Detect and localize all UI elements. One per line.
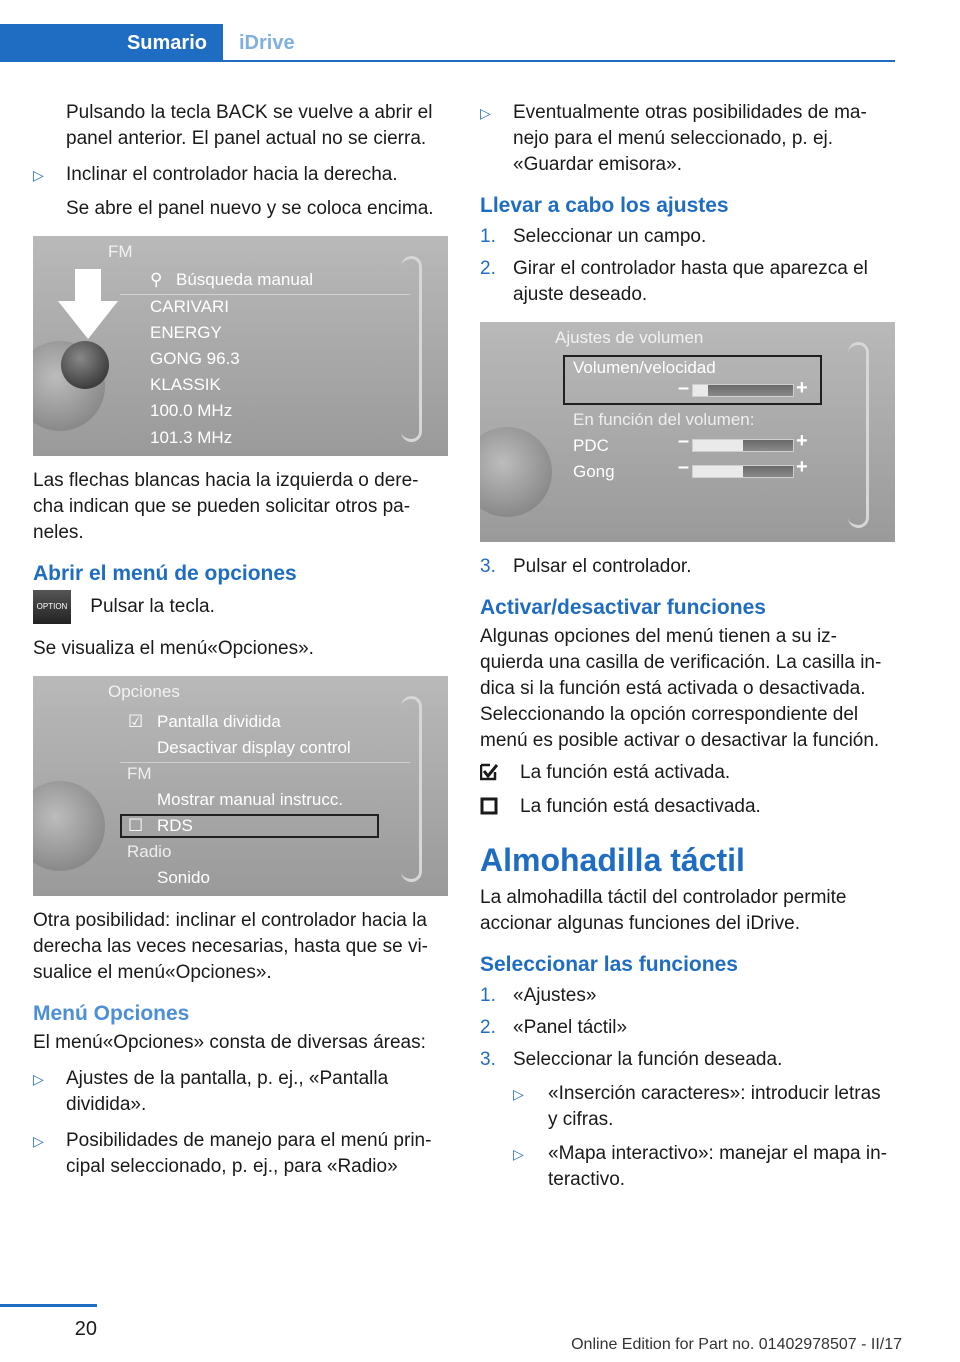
list-item bbox=[33, 1066, 448, 1118]
step-number: 2. bbox=[480, 1017, 496, 1038]
step-number: 3. bbox=[480, 1049, 496, 1070]
footer-rule bbox=[0, 1304, 97, 1307]
paragraph-arrows: Las flechas blancas hacia la izquierda o dere-cha indican que se pueden solicitar otros pa-neles. bbox=[33, 470, 419, 543]
minus-icon: – bbox=[678, 456, 690, 478]
plus-icon: + bbox=[796, 377, 808, 399]
step-text: Seleccionar un campo. bbox=[513, 226, 707, 247]
setting-label: Volumen/velocidad bbox=[573, 358, 716, 377]
header-tabs bbox=[0, 0, 895, 62]
step-number: 2. bbox=[480, 258, 496, 279]
paragraph-areas: El menú«Opciones» consta de diversas áreas: bbox=[33, 1032, 426, 1053]
triangle-bullet-icon: ▷ bbox=[33, 1071, 44, 1087]
triangle-bullet-icon: ▷ bbox=[480, 105, 491, 121]
sub-list-text: «Mapa interactivo»: manejar el mapa in-teractivo. bbox=[548, 1143, 888, 1190]
menu-group: FM bbox=[127, 764, 152, 783]
step-text: «Ajustes» bbox=[513, 985, 597, 1006]
tab-sumario[interactable]: Sumario bbox=[0, 24, 223, 62]
level-bar bbox=[692, 384, 794, 397]
list-item-text: Inclinar el controlador hacia la derecha. bbox=[66, 164, 398, 185]
menu-item: GONG 96.3 bbox=[150, 349, 240, 368]
press-key-line bbox=[33, 590, 448, 624]
heading-menu-options: Menú Opciones bbox=[33, 1002, 190, 1025]
list-item bbox=[33, 1128, 448, 1180]
heading-touchpad: Almohadilla táctil bbox=[480, 842, 745, 878]
level-bar-fill bbox=[693, 466, 743, 477]
screen-options bbox=[33, 676, 448, 896]
level-bar bbox=[692, 465, 794, 478]
triangle-bullet-icon: ▷ bbox=[513, 1146, 524, 1162]
list-item bbox=[33, 162, 448, 188]
sub-list-item bbox=[480, 1081, 895, 1133]
minus-icon: – bbox=[678, 430, 690, 452]
list-item bbox=[480, 100, 895, 178]
step-item bbox=[480, 224, 895, 250]
menu-item: KLASSIK bbox=[150, 375, 221, 394]
option-key-icon: OPTION bbox=[33, 590, 71, 624]
right-column bbox=[480, 100, 895, 1193]
level-bar-fill bbox=[693, 385, 708, 396]
scroll-arc bbox=[848, 342, 869, 528]
step-number: 3. bbox=[480, 556, 496, 577]
step-item bbox=[480, 1047, 895, 1073]
press-key-text: Pulsar la tecla. bbox=[90, 596, 215, 618]
step-item bbox=[480, 983, 895, 1009]
step-item bbox=[480, 1015, 895, 1041]
sub-list-item bbox=[480, 1141, 895, 1193]
arrow-down-stem bbox=[75, 269, 101, 303]
checkbox-checked-icon bbox=[480, 763, 498, 781]
menu-item: Sonido bbox=[157, 868, 210, 887]
triangle-bullet-icon: ▷ bbox=[33, 1133, 44, 1149]
checkbox-checked-icon: ☑ bbox=[128, 712, 144, 731]
paragraph-touchpad: La almohadilla táctil del controlador permite accionar algunas funciones del iDrive. bbox=[480, 887, 847, 934]
separator bbox=[120, 294, 410, 295]
step-number: 1. bbox=[480, 985, 496, 1006]
separator bbox=[120, 762, 410, 763]
left-column bbox=[33, 100, 448, 1180]
menu-item: Desactivar display control bbox=[157, 738, 351, 757]
level-bar-fill bbox=[693, 440, 743, 451]
tab-idrive[interactable]: iDrive bbox=[239, 31, 295, 54]
step-text: Girar el controlador hasta que aparezca el ajuste deseado. bbox=[513, 258, 868, 305]
menu-item: 100.0 MHz bbox=[150, 401, 233, 420]
sub-list-text: «Inserción caracteres»: introducir letras y cifras. bbox=[548, 1083, 881, 1130]
heading-settings: Llevar a cabo los ajustes bbox=[480, 194, 729, 217]
paragraph-tilt: Otra posibilidad: inclinar el controlador hacia la derecha las veces necesarias, hasta que se vi-sualice el menú«Opciones». bbox=[33, 910, 428, 983]
menu-item: Pantalla dividida bbox=[157, 712, 281, 731]
triangle-bullet-icon: ▷ bbox=[513, 1086, 524, 1102]
unchecked-text: La función está desactivada. bbox=[520, 796, 761, 817]
checkbox-icon: ☐ bbox=[128, 816, 144, 835]
step-text: «Panel táctil» bbox=[513, 1017, 628, 1038]
heading-select-functions: Seleccionar las funciones bbox=[480, 953, 738, 976]
step-item bbox=[480, 256, 895, 308]
controller-ring bbox=[33, 781, 105, 871]
paragraph-checkbox: Algunas opciones del menú tienen a su iz-quierda una casilla de verificación. La casilla in-dica si la función está activada o desactivada. Seleccionando la opción correspondiente del menú es posible activar o desactivar la función. bbox=[480, 626, 882, 751]
setting-label: Gong bbox=[573, 462, 615, 481]
menu-item: Mostrar manual instrucc. bbox=[157, 790, 344, 809]
step-text: Seleccionar la función deseada. bbox=[513, 1049, 783, 1070]
scroll-arc bbox=[401, 256, 422, 442]
search-icon: ⚲ bbox=[150, 270, 163, 289]
checkbox-empty-icon bbox=[480, 797, 498, 815]
screen-fm bbox=[33, 236, 448, 456]
screen-title: Opciones bbox=[108, 682, 180, 701]
list-item-text: Posibilidades de manejo para el menú prin-cipal seleccionado, p. ej., para «Radio» bbox=[66, 1130, 432, 1177]
menu-item: 101.3 MHz bbox=[150, 428, 233, 447]
menu-item: CARIVARI bbox=[150, 297, 230, 316]
paragraph-back: Pulsando la tecla BACK se vuelve a abrir el panel anterior. El panel actual no se cierra. bbox=[66, 102, 433, 149]
menu-item: Búsqueda manual bbox=[176, 270, 314, 289]
setting-group: En función del volumen: bbox=[573, 410, 755, 429]
menu-item: RDS bbox=[157, 816, 193, 835]
heading-options-menu: Abrir el menú de opciones bbox=[33, 562, 297, 585]
menu-group: Radio bbox=[127, 842, 172, 861]
heading-activate: Activar/desactivar funciones bbox=[480, 596, 766, 619]
paragraph-new-panel: Se abre el panel nuevo y se coloca encima. bbox=[66, 198, 434, 219]
list-item-text: Eventualmente otras posibilidades de ma-nejo para el menú seleccionado, p. ej. «Guardar emisora». bbox=[513, 102, 867, 175]
unchecked-line bbox=[480, 792, 895, 822]
arrow-down-icon bbox=[58, 301, 118, 339]
paragraph-options-shown: Se visualiza el menú«Opciones». bbox=[33, 638, 314, 659]
screen-volume bbox=[480, 322, 895, 542]
screen-title: FM bbox=[108, 242, 133, 261]
edition-line: Online Edition for Part no. 01402978507 - II/17 bbox=[571, 1336, 902, 1353]
step-text: Pulsar el controlador. bbox=[513, 556, 692, 577]
setting-label: PDC bbox=[573, 436, 609, 455]
checked-line bbox=[480, 758, 895, 788]
step-item bbox=[480, 554, 895, 580]
screen-title: Ajustes de volumen bbox=[555, 328, 704, 347]
minus-icon: – bbox=[678, 377, 690, 399]
menu-item: ENERGY bbox=[150, 323, 222, 342]
level-bar bbox=[692, 439, 794, 452]
list-item-text: Ajustes de la pantalla, p. ej., «Pantalla dividida». bbox=[66, 1068, 389, 1115]
plus-icon: + bbox=[796, 430, 808, 452]
triangle-bullet-icon: ▷ bbox=[33, 167, 44, 183]
header-rule bbox=[0, 60, 895, 62]
checked-text: La función está activada. bbox=[520, 762, 731, 783]
controller-knob bbox=[61, 341, 109, 389]
step-number: 1. bbox=[480, 226, 496, 247]
page-number: 20 bbox=[74, 1318, 97, 1340]
plus-icon: + bbox=[796, 456, 808, 478]
controller-ring bbox=[480, 427, 552, 517]
scroll-arc bbox=[401, 696, 422, 882]
